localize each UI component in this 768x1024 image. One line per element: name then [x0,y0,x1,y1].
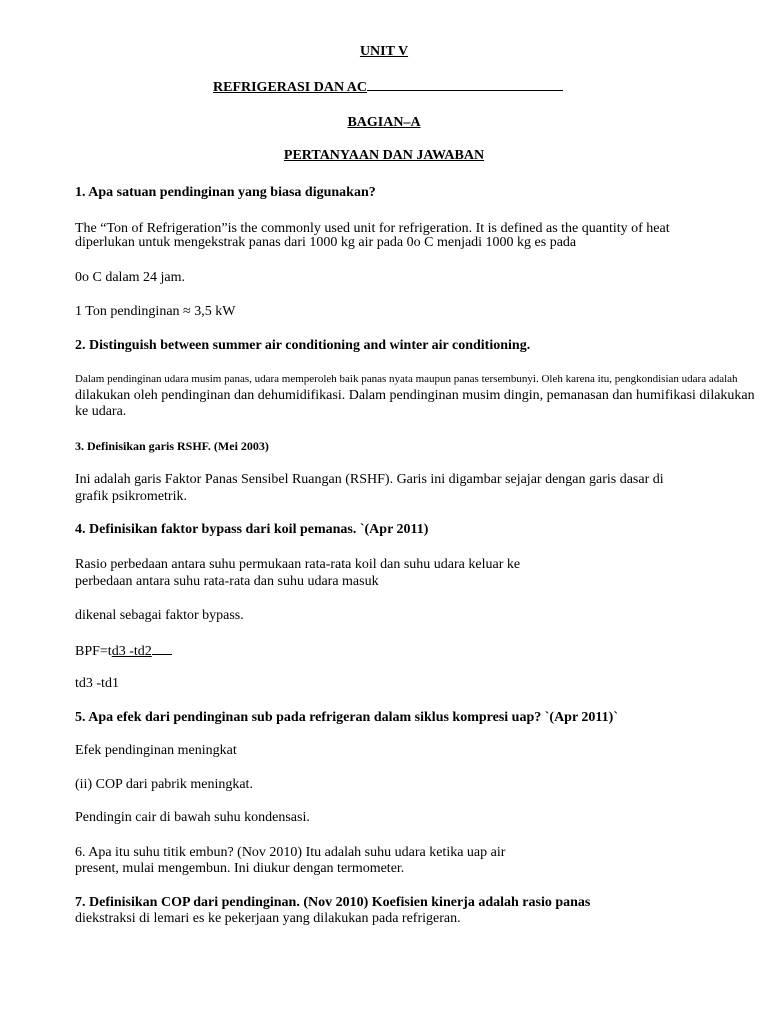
q6-line1: 6. Apa itu suhu titik embun? (Nov 2010) Itu adalah suhu udara ketika uap air [75,845,506,860]
q1-question: 1. Apa satuan pendinginan yang biasa digunakan? [75,185,376,200]
q5-question: 5. Apa efek dari pendinginan sub pada refrigeran dalam siklus kompresi uap? `(Apr 2011)` [75,710,618,725]
unit-title: UNIT V [359,44,409,59]
q2-answer-line2: dilakukan oleh pendinginan dan dehumidifikasi. Dalam pendinginan musim dingin, pemanasan dan humifikasi dilakukan [75,388,755,403]
q5-answer-line1: Efek pendinginan meningkat [75,743,237,758]
section-title: BAGIAN–A [347,115,421,130]
q3-answer-line2: grafik psikrometrik. [75,489,187,504]
q3-question: 3. Definisikan garis RSHF. (Mei 2003) [75,439,269,453]
q1-answer-line1: The “Ton of Refrigeration”is the commonly used unit for refrigeration. It is defined as the quantity of heat [75,221,670,236]
q6-line2: present, mulai mengembun. Ini diukur dengan termometer. [75,861,405,876]
q5-answer-line3: Pendingin cair di bawah suhu kondensasi. [75,810,310,825]
subject-title-underline [367,78,563,91]
q3-answer-line1: Ini adalah garis Faktor Panas Sensibel Ruangan (RSHF). Garis ini digambar sejajar dengan garis dasar di [75,472,664,487]
q2-answer-line3: ke udara. [75,404,127,419]
bpf-formula-prefix: BPF=t [75,644,112,659]
q4-answer-line1: Rasio perbedaan antara suhu permukaan rata-rata koil dan suhu udara keluar ke [75,557,521,572]
bpf-formula [75,642,172,660]
q7-line2: diekstraksi di lemari es ke pekerjaan yang dilakukan pada refrigeran. [75,911,461,926]
q2-answer-line1: Dalam pendinginan udara musim panas, udara memperoleh baik panas nyata maupun panas tersembunyi. Oleh karena itu, pengkondisian udara adalah [75,373,738,385]
subject-title [213,78,563,96]
q1-answer-line4: 1 Ton pendinginan ≈ 3,5 kW [75,304,236,319]
q2-question: 2. Distinguish between summer air conditioning and winter air conditioning. [75,338,531,353]
qa-heading: PERTANYAAN DAN JAWABAN [283,148,485,163]
q5-answer-line2: (ii) COP dari pabrik meningkat. [75,777,253,792]
q7-line1: 7. Definisikan COP dari pendinginan. (Nov 2010) Koefisien kinerja adalah rasio panas [75,895,591,910]
bpf-formula-denominator: td3 -td1 [75,676,119,691]
q1-answer-line3: 0o C dalam 24 jam. [75,270,186,285]
q1-answer-line2: diperlukan untuk mengekstrak panas dari 1000 kg air pada 0o C menjadi 1000 kg es pada [75,235,577,250]
bpf-formula-underline [152,642,172,655]
q4-answer-line2: perbedaan antara suhu rata-rata dan suhu udara masuk [75,574,379,589]
subject-title-text: REFRIGERASI DAN AC [213,80,368,95]
q4-answer-line3: dikenal sebagai faktor bypass. [75,608,244,623]
bpf-formula-numerator: d3 -td2 [111,644,152,659]
q4-question: 4. Definisikan faktor bypass dari koil pemanas. `(Apr 2011) [75,522,429,537]
